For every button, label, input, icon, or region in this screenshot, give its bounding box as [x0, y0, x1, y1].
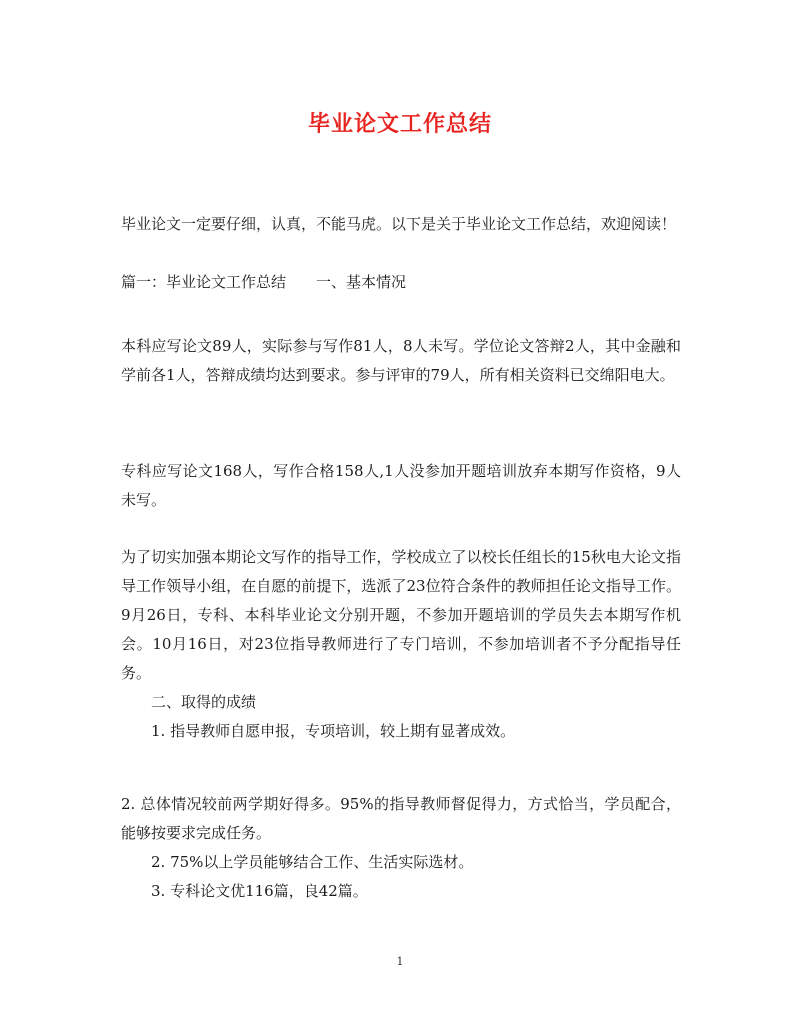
- paragraph-undergrad: 本科应写论文89人，实际参与写作81人，8人未写。学位论文答辩2人，其中金融和学前各1人，答辩成绩均达到要求。参与评审的79人，所有相关资料已交绵阳电大。: [121, 337, 681, 384]
- paragraph-section-one: 篇一：毕业论文工作总结 一、基本情况: [121, 273, 407, 291]
- paragraph-guidance: 为了切实加强本期论文写作的指导工作，学校成立了以校长任组长的15秋电大论文指导工作领导小组，在自愿的前提下，选派了23位符合条件的教师担任论文指导工作。9月26日，专科、本科毕业论文分别开题，不参加开题培训的学员失去本期写作机会。10月16日，对23位指导教师进行了专门培训，不参加培训者不予分配指导任务。: [121, 548, 681, 682]
- paragraph-achievements-heading: 二、取得的成绩: [151, 693, 257, 711]
- document-title: 毕业论文工作总结: [307, 111, 492, 137]
- intro-paragraph: [121, 210, 681, 239]
- section-heading-block: [121, 268, 681, 297]
- paragraph-intro: 毕业论文一定要仔细，认真，不能马虎。以下是关于毕业论文工作总结，欢迎阅读！: [121, 215, 677, 233]
- paragraph-item-2: 2. 总体情况较前两学期好得多。95%的指导教师督促得力，方式恰当，学员配合，能够按要求完成任务。: [121, 795, 681, 842]
- paragraph-item-3: 3. 专科论文优116篇，良42篇。: [151, 882, 368, 900]
- paragraph-item-1: 1. 指导教师自愿申报，专项培训，较上期有显著成效。: [151, 722, 516, 740]
- paragraph-item-2b: 2. 75%以上学员能够结合工作、生活实际选材。: [151, 853, 474, 871]
- guidance-paragraph-block: [121, 543, 681, 746]
- results-paragraph-block: [121, 790, 681, 906]
- undergrad-paragraph-block: [121, 332, 681, 390]
- page-number: 1: [396, 955, 404, 968]
- paragraph-junior-college: 专科应写论文168人，写作合格158人,1人没参加开题培训放弃本期写作资格，9人未写。: [121, 462, 681, 509]
- junior-college-paragraph-block: [121, 457, 681, 515]
